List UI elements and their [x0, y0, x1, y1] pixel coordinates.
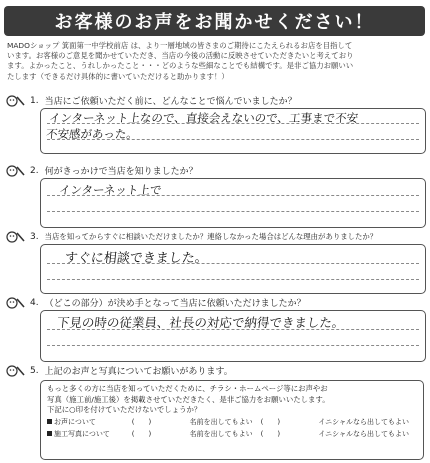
- handwritten-answer: すぐに相談できました。: [64, 251, 209, 266]
- answer-box[interactable]: [40, 108, 426, 154]
- question-5: [4, 363, 426, 378]
- question-3: [4, 229, 426, 294]
- handwritten-answer: インターネット上で: [58, 183, 163, 197]
- permission-text: 下記に○印を付けていただけないでしょうか？: [47, 405, 202, 414]
- circle-field[interactable]: ( ): [131, 429, 152, 438]
- pencil-hand-icon: [6, 164, 26, 177]
- answer-box[interactable]: [40, 178, 426, 228]
- question-number: 4.: [30, 297, 39, 308]
- question-number: 2.: [30, 165, 39, 176]
- pencil-hand-icon: [6, 296, 26, 309]
- option-row-photo: [47, 429, 417, 440]
- option-name-ok: 名前を出してもよい: [189, 417, 253, 426]
- permission-text: もっと多くの方に当店を知っていただくために、チラシ・ホームページ等にお声やお: [47, 384, 328, 393]
- header-banner: [4, 6, 425, 36]
- square-bullet-icon: [47, 419, 52, 424]
- question-text: （どこの部分）が決め手となって当店に依頼いただけましたか？: [44, 299, 306, 309]
- intro-line: たします（できるだけ具体的に書いていただけると助かります！）: [7, 71, 229, 81]
- intro-line: います。お客様のご意見を聞かせていただき、当店の今後の活動に反映させていただきたいと考えており: [7, 51, 354, 61]
- option-initial-ok: イニシャルなら出してもよい: [318, 429, 409, 438]
- option-name-ok: 名前を出してもよい: [189, 429, 253, 438]
- page-title: お客様のお声をお聞かせください！: [54, 12, 375, 33]
- question-number: 3.: [30, 231, 39, 242]
- answer-box[interactable]: [40, 310, 426, 362]
- question-4: [4, 295, 426, 362]
- question-2: [4, 163, 426, 228]
- intro-line: ます。よかったこと、うれしかったこと・・・どのような些細なことでも結構です。是非ご協力お願いい: [7, 61, 354, 71]
- option-label: お声について: [54, 417, 96, 426]
- question-text: 上記のお声と写真についてお願いがあります。: [44, 367, 233, 377]
- option-initial-ok: イニシャルなら出してもよい: [318, 417, 409, 426]
- handwritten-answer: インターネット上なので、直接会えないので、工事まで不安: [48, 111, 359, 125]
- question-1: [4, 93, 426, 154]
- pencil-hand-icon: [6, 94, 26, 107]
- circle-field[interactable]: ( ): [260, 417, 281, 426]
- option-row-voice: [47, 417, 417, 428]
- question-text: 当店を知ってからすぐに相談いただけましたか？連絡しなかった場合はどんな理由がありましたか？: [44, 232, 378, 241]
- question-number: 5.: [30, 365, 39, 376]
- circle-field[interactable]: ( ): [131, 417, 152, 426]
- square-bullet-icon: [47, 431, 52, 436]
- intro-text: [7, 41, 423, 82]
- handwritten-answer: 下見の時の従業員、社長の対応で納得できました。: [56, 315, 346, 330]
- permission-text: 写真（施工前/施工後）を掲載させていただきたく、是非ご協力をお願いいたします。: [47, 394, 330, 404]
- pencil-hand-icon: [6, 364, 26, 377]
- circle-field[interactable]: ( ): [260, 429, 281, 438]
- question-text: 何がきっかけで当店を知りましたか？: [44, 167, 198, 177]
- answer-box[interactable]: [40, 244, 426, 294]
- intro-line: MADOショップ 箕面第一中学校前店 は、より一層地域の皆さまのご期待にこたえられるお店を目指して: [7, 41, 353, 50]
- question-number: 1.: [30, 95, 39, 106]
- handwritten-answer: 不安感があった。: [45, 127, 139, 141]
- pencil-hand-icon: [6, 230, 26, 243]
- permission-box: [40, 380, 424, 460]
- option-label: 施工写真について: [54, 429, 110, 438]
- question-text: 当店にご依頼いただく前に、どんなことで悩んでいましたか？: [44, 97, 297, 107]
